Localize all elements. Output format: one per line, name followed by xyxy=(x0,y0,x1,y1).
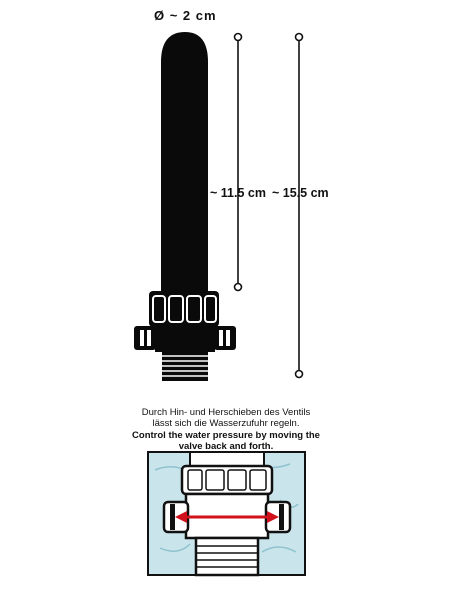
caption-english xyxy=(110,430,342,452)
valve-knob-left xyxy=(134,326,156,350)
valve-knob-right xyxy=(214,326,236,350)
threaded-connector xyxy=(162,351,208,381)
caption-german-line-1: Durch Hin- und Herschieben des Ventils xyxy=(141,407,311,418)
short-length-label: ~ 11.5 cm xyxy=(210,186,266,200)
dimension-line-short xyxy=(235,34,242,291)
valve-collar xyxy=(149,291,219,327)
valve-detail-illustration xyxy=(148,452,305,575)
caption-english-line-2: valve back and forth. xyxy=(178,441,274,452)
collar-base xyxy=(155,326,215,352)
caption-german xyxy=(110,407,342,429)
dimension-line-long xyxy=(296,34,303,378)
nozzle-body xyxy=(161,32,208,293)
long-length-label: ~ 15.5 cm xyxy=(272,186,329,200)
caption-english-line-1: Control the water pressure by moving the xyxy=(132,430,320,441)
caption-german-line-2: lässt sich die Wasserzufuhr regeln. xyxy=(152,418,300,429)
diameter-label: Ø ~ 2 cm xyxy=(154,8,217,23)
